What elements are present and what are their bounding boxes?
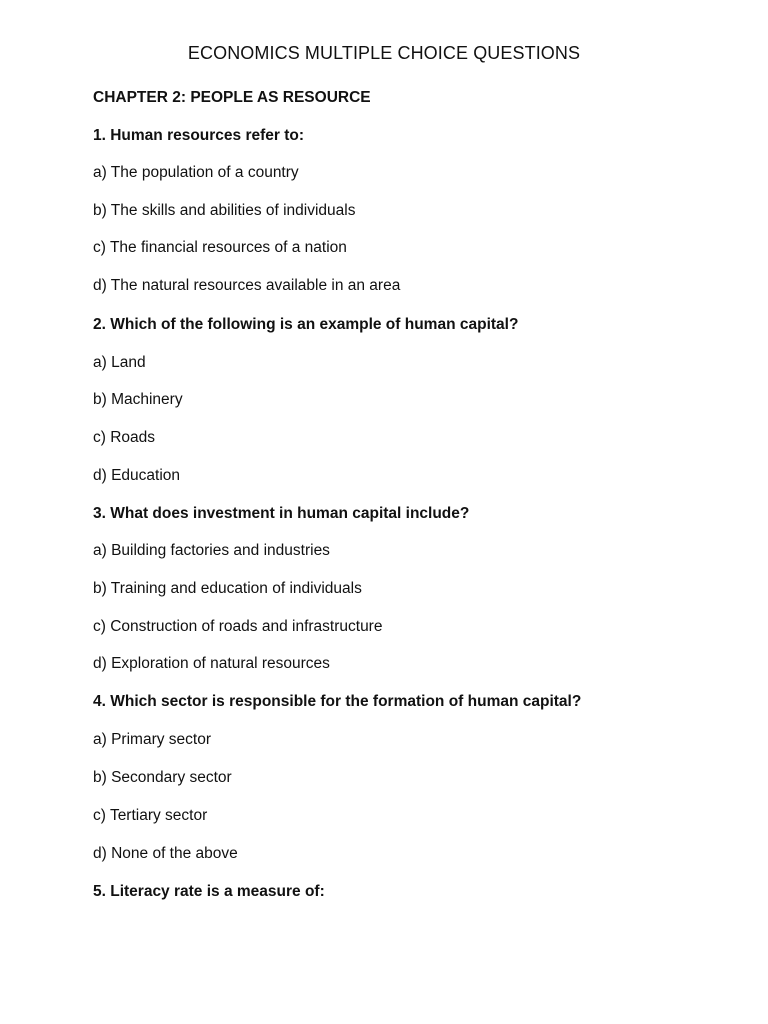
question-3-option-a: a) Building factories and industries xyxy=(93,542,330,559)
question-2-option-c: c) Roads xyxy=(93,429,156,446)
question-4-option-a: a) Primary sector xyxy=(93,731,211,748)
question-1-option-b: b) The skills and abilities of individuals xyxy=(93,202,356,219)
question-3-option-c: c) Construction of roads and infrastructure xyxy=(93,618,383,635)
question-3: 3. What does investment in human capital include? xyxy=(93,505,470,522)
question-4-option-c: c) Tertiary sector xyxy=(93,807,208,824)
question-3-option-b: b) Training and education of individuals xyxy=(93,580,362,597)
chapter-heading: CHAPTER 2: PEOPLE AS RESOURCE xyxy=(93,89,371,106)
question-2-option-a: a) Land xyxy=(93,354,146,371)
question-4-option-d: d) None of the above xyxy=(93,845,238,862)
question-1: 1. Human resources refer to: xyxy=(93,127,305,144)
question-1-option-c: c) The financial resources of a nation xyxy=(93,239,347,256)
question-2-option-b: b) Machinery xyxy=(93,391,183,408)
question-4: 4. Which sector is responsible for the formation of human capital? xyxy=(93,693,582,710)
question-2: 2. Which of the following is an example of human capital? xyxy=(93,316,519,333)
document-title: ECONOMICS MULTIPLE CHOICE QUESTIONS xyxy=(187,43,581,63)
question-3-option-d: d) Exploration of natural resources xyxy=(93,655,330,672)
question-5: 5. Literacy rate is a measure of: xyxy=(93,883,325,900)
question-1-option-a: a) The population of a country xyxy=(93,164,299,181)
question-1-option-d: d) The natural resources available in an area xyxy=(93,277,401,294)
question-2-option-d: d) Education xyxy=(93,467,181,484)
question-4-option-b: b) Secondary sector xyxy=(93,769,232,786)
